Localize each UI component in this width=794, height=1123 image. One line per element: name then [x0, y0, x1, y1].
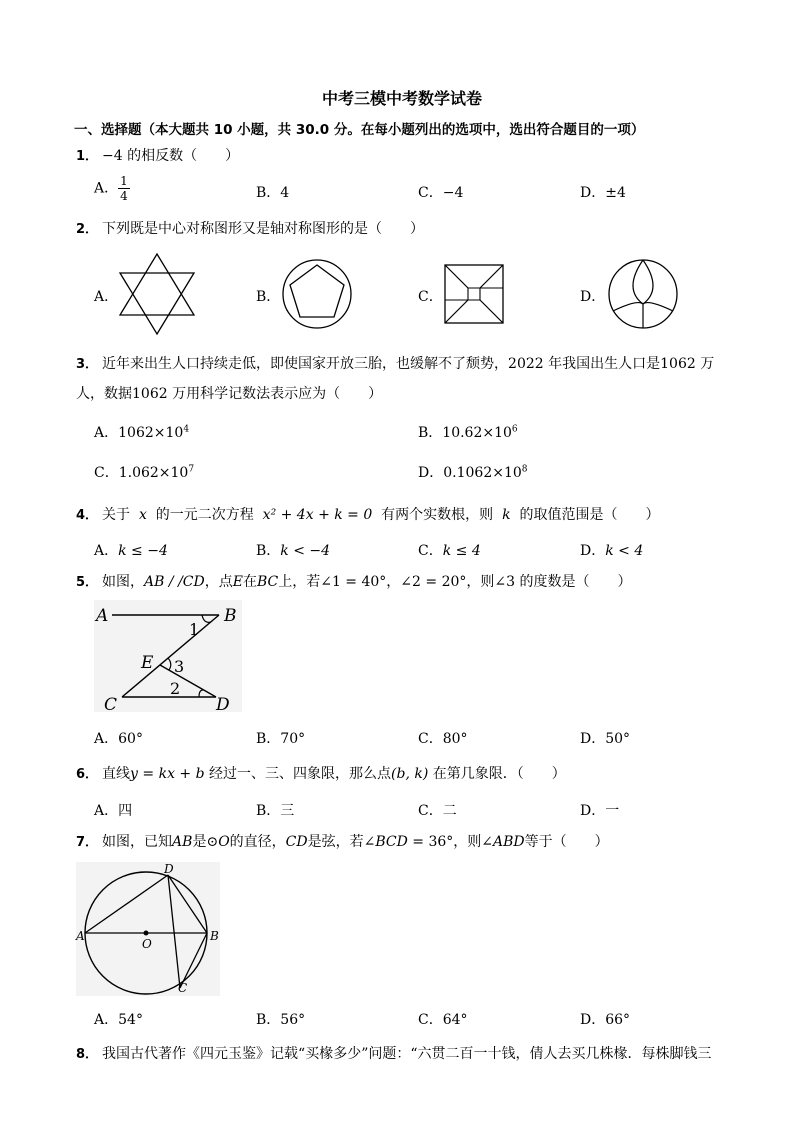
option-label: B． — [256, 543, 281, 559]
q6-option-d[interactable] — [580, 800, 619, 820]
option-label: A． — [94, 425, 119, 441]
option-label: C． — [418, 803, 443, 819]
math-variable: ABD — [493, 834, 525, 850]
label-a: A — [76, 929, 85, 943]
label-e: E — [141, 653, 154, 673]
math-point: (b, k) — [391, 766, 429, 782]
pentagon — [290, 265, 344, 317]
label-a: A — [96, 606, 109, 626]
q2-option-a[interactable] — [94, 286, 118, 306]
option-text: 4 — [280, 185, 290, 201]
label-o: O — [142, 937, 152, 951]
exponent: 8 — [521, 464, 528, 475]
option-label: D． — [580, 803, 606, 819]
question-3-line-1 — [76, 353, 714, 373]
math-variable: BC — [256, 574, 279, 590]
angle-label-2: 2 — [170, 679, 181, 698]
label-c: C — [178, 981, 188, 995]
option-label: C． — [418, 731, 443, 747]
option-text: k < −4 — [280, 543, 331, 559]
option-text: 50° — [605, 731, 631, 747]
parallel-lines-figure — [94, 600, 244, 715]
question-8 — [76, 1043, 712, 1063]
question-1 — [76, 145, 239, 165]
math-variable: CD — [285, 834, 308, 850]
pinwheel-square-figure — [444, 264, 504, 324]
q7-option-b[interactable] — [256, 1009, 305, 1029]
label-c: C — [104, 695, 118, 715]
math-expression: AB / /CD — [144, 574, 205, 590]
option-label: B． — [256, 803, 281, 819]
q5-option-a[interactable] — [94, 728, 143, 748]
option-label: B． — [418, 425, 443, 441]
question-text: 在第几象限．（ ） — [432, 766, 566, 782]
triangle-down — [120, 273, 194, 334]
question-text: = 36°，则∠ — [407, 834, 494, 850]
option-label: A． — [94, 1012, 119, 1028]
option-label: C． — [94, 465, 119, 481]
question-number: 1． — [76, 149, 99, 164]
numerator: 1 — [120, 174, 128, 188]
option-text: 80° — [442, 731, 468, 747]
question-number: 5． — [76, 575, 99, 590]
option-label: D． — [580, 289, 606, 305]
triangle-up — [120, 254, 194, 315]
math-variable: BCD — [375, 834, 408, 850]
exponent: 4 — [183, 424, 190, 435]
pinwheel-line — [445, 300, 468, 323]
center-dot — [144, 931, 149, 936]
exponent: 6 — [511, 424, 518, 435]
q5-option-b[interactable] — [256, 728, 305, 748]
question-text: 经过一、三、四象限，那么点 — [209, 766, 392, 782]
q3-option-a[interactable] — [94, 422, 189, 442]
question-text: 的一元二次方程 — [155, 507, 254, 523]
option-text: 64° — [442, 1012, 468, 1028]
math-variable: AB — [172, 834, 193, 850]
q4-option-c[interactable] — [418, 540, 481, 560]
option-label: B． — [256, 1012, 281, 1028]
question-text: ，点 — [204, 574, 233, 590]
option-label: A． — [94, 731, 119, 747]
arc — [643, 303, 673, 311]
question-number: 6． — [76, 767, 99, 782]
q3-option-c[interactable] — [94, 462, 194, 482]
option-label: D． — [580, 543, 606, 559]
question-text: 我国古代著作《四元玉鉴》记载“买椽多少”问题：“六贯二百一十钱，倩人去买几株椽．每株脚钱三 — [102, 1046, 712, 1062]
math-variable: E — [232, 574, 243, 590]
question-text: 如图，已知 — [102, 834, 173, 850]
option-text: 54° — [118, 1012, 143, 1028]
question-6 — [76, 763, 566, 783]
question-number: 7． — [76, 835, 99, 850]
q7-option-c[interactable] — [418, 1009, 468, 1029]
label-b: B — [224, 606, 237, 626]
option-label: C． — [418, 185, 443, 201]
option-label: A． — [94, 803, 119, 819]
q4-option-a[interactable] — [94, 540, 168, 560]
question-text: 直线 — [102, 766, 131, 782]
option-label: B． — [256, 185, 281, 201]
option-label: C． — [418, 1012, 443, 1028]
q1-option-d[interactable] — [580, 182, 626, 202]
q1-option-c[interactable] — [418, 182, 463, 202]
q6-option-a[interactable] — [94, 800, 132, 820]
q1-option-a[interactable] — [94, 174, 130, 203]
question-text: 是⊙ — [192, 834, 219, 850]
q2-option-c[interactable] — [418, 286, 443, 306]
question-text: −4 的相反数（ ） — [102, 148, 240, 164]
option-text: k ≤ 4 — [442, 543, 481, 559]
option-label: D． — [580, 185, 606, 201]
question-number: 2． — [76, 222, 99, 237]
question-7 — [76, 831, 609, 851]
math-variable: O — [218, 834, 230, 850]
option-text: 三 — [280, 803, 295, 819]
option-text: 一 — [605, 803, 620, 819]
pinwheel-line — [480, 300, 503, 323]
page-title: 中考三模中考数学试卷 — [322, 89, 483, 108]
q7-option-a[interactable] — [94, 1009, 143, 1029]
option-text: 0.1062×10 — [443, 465, 522, 481]
math-variable: x — [138, 507, 147, 523]
option-text: 四 — [118, 803, 133, 819]
question-text: 的取值范围是（ ） — [519, 507, 660, 523]
q6-option-b[interactable] — [256, 800, 294, 820]
figure-background — [76, 862, 220, 996]
section-heading: 一、选择题（本大题共 10 小题，共 30.0 分。在每小题列出的选项中，选出符合题目的一项） — [74, 122, 645, 138]
arc — [633, 260, 653, 304]
question-number: 3． — [76, 357, 99, 372]
q5-option-d[interactable] — [580, 728, 630, 748]
option-text: k ≤ −4 — [118, 543, 168, 559]
option-label: D． — [580, 731, 606, 747]
question-text: 在 — [242, 574, 257, 590]
question-text: 有两个实数根，则 — [381, 507, 494, 523]
option-label: A． — [94, 543, 119, 559]
question-text: 等于（ ） — [524, 834, 609, 850]
option-text: 56° — [280, 1012, 306, 1028]
q3-option-b[interactable] — [418, 422, 518, 442]
math-variable: k — [502, 507, 511, 523]
q5-option-c[interactable] — [418, 728, 468, 748]
q2-option-b[interactable] — [256, 286, 280, 306]
q6-option-c[interactable] — [418, 800, 457, 820]
option-label: C． — [418, 543, 443, 559]
question-text: 如图， — [102, 574, 145, 590]
pinwheel-line — [445, 265, 468, 288]
three-arcs-in-circle-figure — [608, 259, 678, 329]
pinwheel-line — [480, 265, 503, 288]
question-number: 8． — [76, 1047, 99, 1062]
option-text: −4 — [442, 185, 464, 201]
option-text: 10.62×10 — [442, 425, 512, 441]
question-number: 4． — [76, 508, 99, 523]
q4-option-d[interactable] — [580, 540, 643, 560]
label-b: B — [210, 929, 219, 943]
option-text: 66° — [605, 1012, 631, 1028]
q2-option-d[interactable] — [580, 286, 605, 306]
question-5 — [76, 571, 631, 591]
option-label: A． — [94, 289, 119, 305]
question-text: 下列既是中心对称图形又是轴对称图形的是（ ） — [102, 221, 425, 237]
math-equation: x² + 4x + k = 0 — [262, 507, 373, 523]
question-3-line-2: 人，数据1062 万用科学记数法表示应为（ ） — [76, 386, 383, 402]
question-text: 的直径， — [229, 834, 286, 850]
q7-option-d[interactable] — [580, 1009, 630, 1029]
question-text: 上，若∠1 = 40°，∠2 = 20°，则∠3 的度数是（ ） — [278, 574, 632, 590]
denominator: 4 — [120, 189, 128, 203]
option-label: B． — [256, 289, 281, 305]
option-text: 60° — [118, 731, 143, 747]
option-label: D． — [418, 465, 444, 481]
pentagon-in-circle-figure — [282, 259, 352, 329]
circle-chord-figure — [76, 862, 221, 997]
question-text: 近年来出生人口持续走低，即使国家开放三胎，也缓解不了颓势，2022 年我国出生人口是1062 万 — [102, 356, 715, 372]
option-text: ±4 — [605, 185, 626, 201]
option-label: A． — [94, 180, 119, 197]
angle-label-1: 1 — [189, 620, 200, 639]
question-text: 关于 — [102, 507, 131, 523]
question-2 — [76, 218, 424, 238]
hexagram-figure — [118, 252, 196, 336]
q3-option-d[interactable] — [418, 462, 528, 482]
option-label: C． — [418, 289, 443, 305]
option-label: B． — [256, 731, 281, 747]
option-text: 二 — [442, 803, 457, 819]
option-text: 70° — [280, 731, 306, 747]
question-text: 是弦，若∠ — [307, 834, 376, 850]
label-d: D — [216, 695, 230, 715]
inner-square — [468, 288, 480, 300]
exponent: 7 — [188, 464, 195, 475]
q4-option-b[interactable] — [256, 540, 330, 560]
q1-option-b[interactable] — [256, 182, 289, 202]
math-equation: y = kx + b — [130, 766, 205, 782]
option-label: D． — [580, 1012, 606, 1028]
question-4 — [76, 504, 659, 524]
label-d: D — [164, 862, 174, 876]
angle-label-3: 3 — [174, 657, 185, 676]
option-text: 1.062×10 — [118, 465, 189, 481]
option-text: 1062×10 — [118, 425, 184, 441]
option-text: k < 4 — [605, 543, 644, 559]
fraction — [118, 174, 130, 203]
